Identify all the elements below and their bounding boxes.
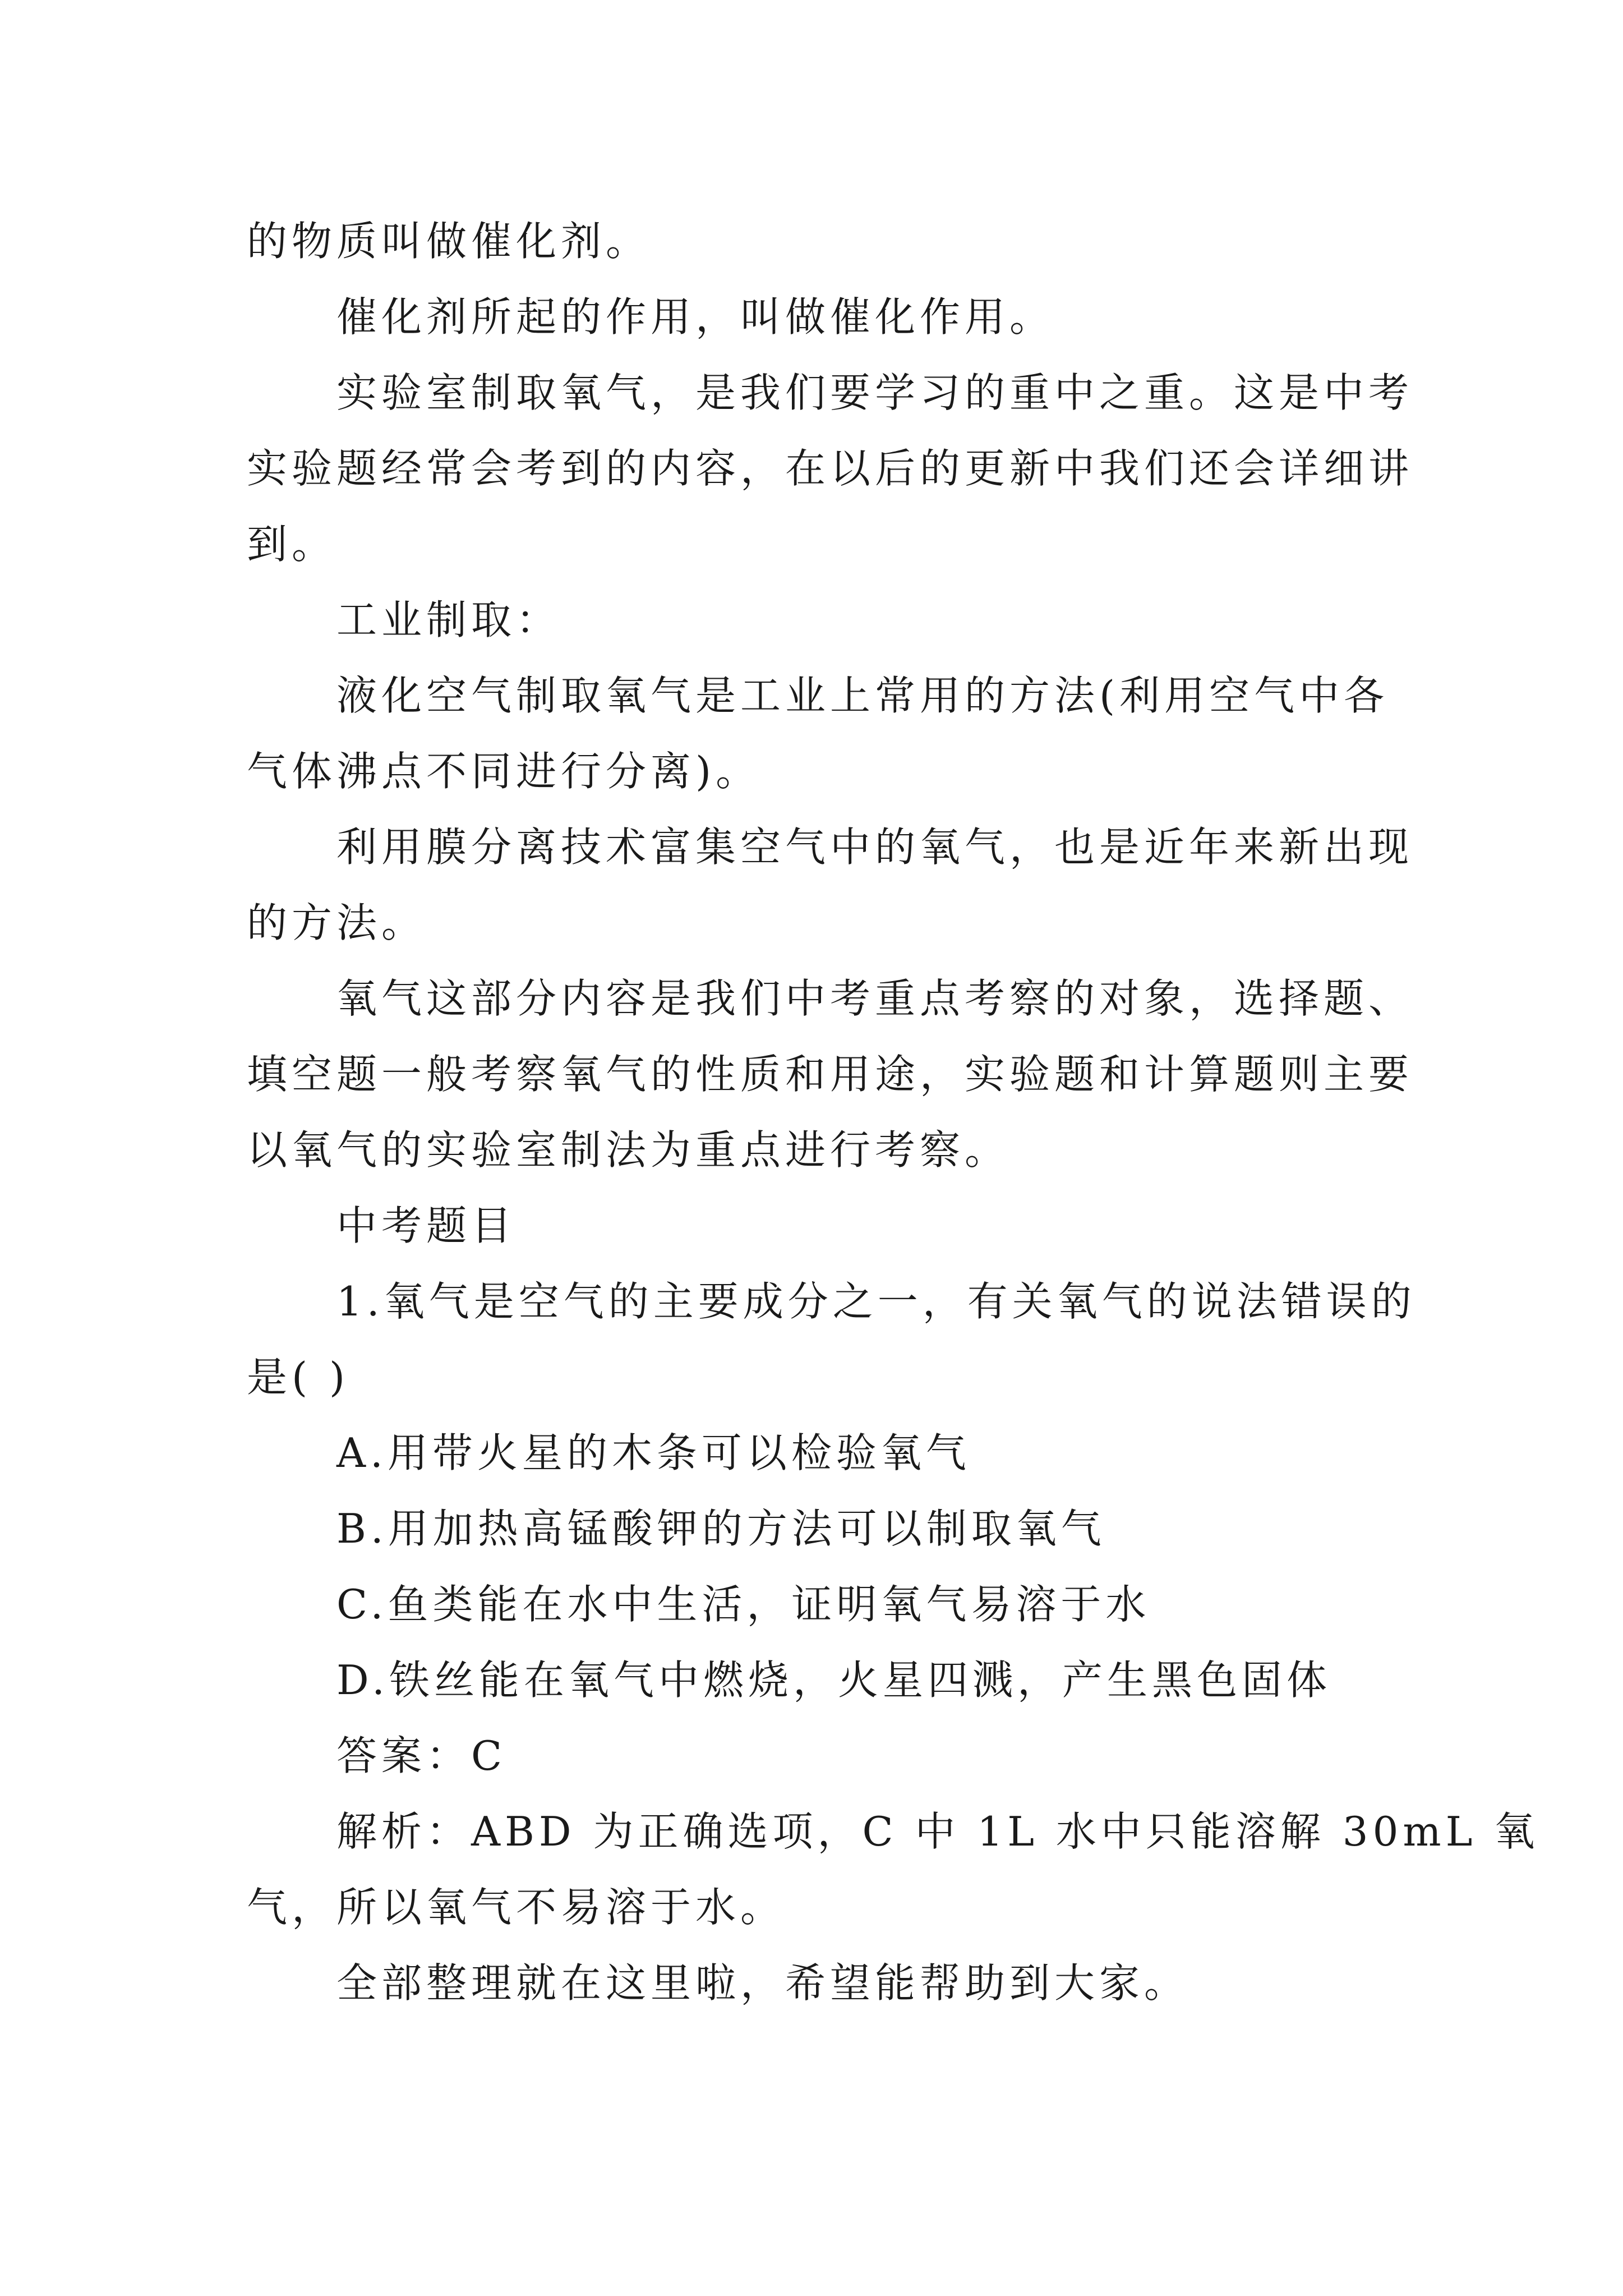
text-line-21: 答案：C [336,1732,507,1779]
text-line-11: 氧气这部分内容是我们中考重点考察的对象，选择题、 [336,975,1414,1022]
text-line-2: 催化剂所起的作用，叫做催化作用。 [336,293,1055,341]
text-line-5: 到。 [247,521,337,568]
text-line-9: 利用膜分离技术富集空气中的氧气，也是近年来新出现 [336,823,1414,871]
text-line-6: 工业制取： [336,596,561,643]
text-line-12: 填空题一般考察氧气的性质和用途，实验题和计算题则主要 [247,1051,1414,1098]
text-line-20: D.铁丝能在氧气中燃烧，火星四溅，产生黑色固体 [336,1657,1332,1704]
text-line-14: 中考题目 [336,1202,517,1249]
text-line-1: 的物质叫做催化剂。 [247,218,651,265]
text-line-19: C.鱼类能在水中生活，证明氧气易溶于水 [336,1581,1151,1628]
text-line-7: 液化空气制取氧气是工业上常用的方法(利用空气中各 [336,672,1389,719]
text-line-16: 是( ) [247,1354,350,1401]
text-line-23: 气，所以氧气不易溶于水。 [247,1884,786,1931]
text-line-15: 1.氧气是空气的主要成分之一，有关氧气的说法错误的 [336,1278,1416,1325]
text-line-17: A.用带火星的木条可以检验氧气 [336,1429,971,1476]
text-line-8: 气体沸点不同进行分离)。 [247,748,761,795]
text-line-4: 实验题经常会考到的内容，在以后的更新中我们还会详细讲 [247,445,1414,492]
text-line-18: B.用加热高锰酸钾的方法可以制取氧气 [336,1505,1106,1552]
text-line-22: 解析：ABD 为正确选项，C 中 1L 水中只能溶解 30mL 氧 [336,1808,1539,1855]
text-line-3: 实验室制取氧气，是我们要学习的重中之重。这是中考 [336,369,1414,416]
text-line-10: 的方法。 [247,899,427,946]
text-line-24: 全部整理就在这里啦，希望能帮助到大家。 [336,1959,1189,2007]
text-line-13: 以氧气的实验室制法为重点进行考察。 [247,1126,1010,1174]
